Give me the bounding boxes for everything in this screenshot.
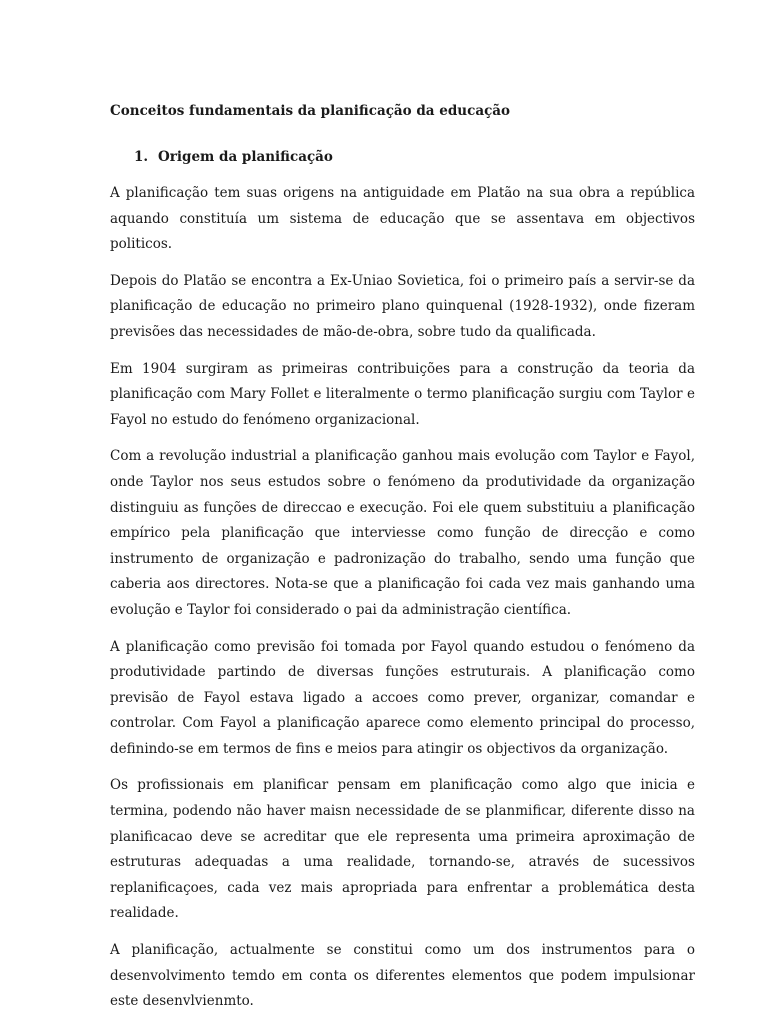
paragraph-1: A planificação tem suas origens na antiguidade em Platão na sua obra a república aquando constituía um sistema de educação que se assentava em objectivos politicos. (110, 185, 695, 253)
document-title: Conceitos fundamentais da planificação da educação (110, 103, 511, 119)
section-number: 1. (134, 149, 149, 165)
paragraph-6: Os profissionais em planificar pensam em planificação como algo que inicia e termina, podendo não haver maisn necessidade de se planmificar, diferente disso na planificacao deve se acreditar que ele representa uma primeira aproximação de estruturas adequadas a uma realidade, tornando-se, através de sucessivos replanificaçoes, cada vez mais apropriada para enfrentar a problemática desta realidade. (110, 777, 695, 922)
paragraph-3: Em 1904 surgiram as primeiras contribuições para a construção da teoria da planificação com Mary Follet e literalmente o termo planificação surgiu com Taylor e Fayol no estudo do fenómeno organizacional. (110, 360, 695, 428)
section-heading-text: Origem da planificação (158, 149, 333, 165)
paragraph-2: Depois do Platão se encontra a Ex-Uniao Sovietica, foi o primeiro país a servir-se da planificação de educação no primeiro plano quinquenal (1928-1932), onde fizeram previsões das necessidades de mão-de-obra, sobre tudo da qualificada. (110, 272, 695, 340)
section-heading (134, 144, 695, 170)
paragraph-5: A planificação como previsão foi tomada por Fayol quando estudou o fenómeno da produtividade partindo de diversas funções estruturais. A planificação como previsão de Fayol estava ligado a accoes como prever, organizar, comandar e controlar. Com Fayol a planificação aparece como elemento principal do processo, definindo-se em termos de fins e meios para atingir os objectivos da organização. (110, 638, 695, 757)
paragraph-7: A planificação, actualmente se constitui como um dos instrumentos para o desenvolvimento temdo em conta os diferentes elementos que podem impulsionar este desenvlvienmto. (110, 942, 695, 1010)
paragraph-4: Com a revolução industrial a planificação ganhou mais evolução com Taylor e Fayol, onde Taylor nos seus estudos sobre o fenómeno da produtividade da organização distinguiu as funções de direccao e execução. Foi ele quem substituiu a planificação empírico pela planificação que interviesse como função de direcção e como instrumento de organização e padronização do trabalho, sendo uma função que caberia aos directores. Nota-se que a planificação foi cada vez mais ganhando uma evolução e Taylor foi considerado o pai da administração científica. (110, 448, 695, 618)
